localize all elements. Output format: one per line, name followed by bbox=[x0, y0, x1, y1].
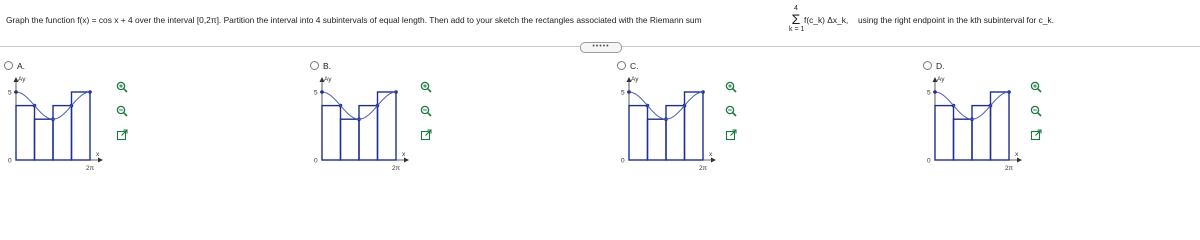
x-axis-arrow bbox=[404, 158, 409, 163]
more-button[interactable]: ••••• bbox=[580, 42, 622, 53]
zoom-out-icon[interactable] bbox=[116, 104, 128, 116]
sum-expression: f(c_k) Δx_k, bbox=[804, 15, 849, 25]
question-tail: using the right endpoint in the kth subinterval for c_k. bbox=[858, 15, 1054, 25]
option-b[interactable] bbox=[310, 60, 550, 200]
option-c-radio[interactable] bbox=[617, 61, 626, 70]
zoom-in-icon[interactable] bbox=[1030, 80, 1042, 92]
riemann-rectangle bbox=[35, 119, 54, 160]
x-axis-label: x bbox=[1015, 151, 1019, 158]
riemann-rectangle bbox=[954, 119, 973, 160]
y-tick-label: 5 bbox=[314, 89, 318, 97]
y-tick-label: 5 bbox=[8, 89, 12, 97]
x-tick-label: 2π bbox=[699, 165, 708, 172]
zoom-out-icon[interactable] bbox=[725, 104, 737, 116]
y-tick-label: 5 bbox=[621, 89, 625, 97]
riemann-rectangle bbox=[322, 106, 341, 160]
riemann-rectangle bbox=[629, 106, 648, 160]
option-b-label[interactable]: B. bbox=[323, 61, 332, 71]
x-axis-arrow bbox=[711, 158, 716, 163]
start-dot bbox=[627, 90, 631, 94]
riemann-rectangle bbox=[341, 119, 360, 160]
sum-upper-limit: 4 bbox=[794, 5, 798, 12]
x-tick-label: 2π bbox=[1005, 165, 1014, 172]
option-a[interactable] bbox=[4, 60, 244, 200]
x-axis-label: x bbox=[709, 151, 713, 158]
x-tick-label: 2π bbox=[86, 165, 95, 172]
y-axis-label: Ay bbox=[324, 76, 332, 83]
option-c[interactable] bbox=[617, 60, 857, 200]
zoom-in-icon[interactable] bbox=[725, 80, 737, 92]
start-dot bbox=[320, 90, 324, 94]
option-c-label[interactable]: C. bbox=[630, 61, 639, 71]
option-d[interactable] bbox=[923, 60, 1163, 200]
option-b-radio[interactable] bbox=[310, 61, 319, 70]
zoom-out-icon[interactable] bbox=[420, 104, 432, 116]
riemann-rectangle bbox=[648, 119, 667, 160]
x-axis-arrow bbox=[98, 158, 103, 163]
zoom-in-icon[interactable] bbox=[420, 80, 432, 92]
open-new-window-icon[interactable] bbox=[420, 128, 432, 140]
open-new-window-icon[interactable] bbox=[725, 128, 737, 140]
option-a-label[interactable]: A. bbox=[17, 61, 26, 71]
question-lead: Graph the function f(x) = cos x + 4 over the interval [0,2π]. Partition the interval into 4 subintervals of equal length. Then add to your sketch the rectangles associated with the Riemann sum bbox=[6, 15, 702, 25]
start-dot bbox=[933, 90, 937, 94]
y-tick-label: 5 bbox=[927, 89, 931, 97]
x-axis-label: x bbox=[96, 151, 100, 158]
option-d-graph bbox=[923, 72, 1063, 192]
origin-label: 0 bbox=[927, 157, 931, 165]
open-new-window-icon[interactable] bbox=[116, 128, 128, 140]
y-axis-label: Ay bbox=[631, 76, 639, 83]
start-dot bbox=[14, 90, 18, 94]
origin-label: 0 bbox=[621, 157, 625, 165]
question-text bbox=[6, 5, 1196, 41]
x-tick-label: 2π bbox=[392, 165, 401, 172]
riemann-rectangle bbox=[935, 106, 954, 160]
zoom-in-icon[interactable] bbox=[116, 80, 128, 92]
zoom-out-icon[interactable] bbox=[1030, 104, 1042, 116]
option-a-radio[interactable] bbox=[4, 61, 13, 70]
sigma-symbol: Σ bbox=[791, 11, 801, 27]
open-new-window-icon[interactable] bbox=[1030, 128, 1042, 140]
x-axis-label: x bbox=[402, 151, 406, 158]
y-axis-label: Ay bbox=[937, 76, 945, 83]
origin-label: 0 bbox=[314, 157, 318, 165]
riemann-rectangle bbox=[972, 106, 991, 160]
riemann-rectangle bbox=[359, 106, 378, 160]
option-d-label[interactable]: D. bbox=[936, 61, 945, 71]
x-axis-arrow bbox=[1017, 158, 1022, 163]
option-d-radio[interactable] bbox=[923, 61, 932, 70]
riemann-rectangle bbox=[53, 106, 72, 160]
riemann-rectangle bbox=[666, 106, 685, 160]
sum-lower-limit: k = 1 bbox=[789, 26, 805, 33]
riemann-rectangle bbox=[16, 106, 35, 160]
y-axis-label: Ay bbox=[18, 76, 26, 83]
origin-label: 0 bbox=[8, 157, 12, 165]
